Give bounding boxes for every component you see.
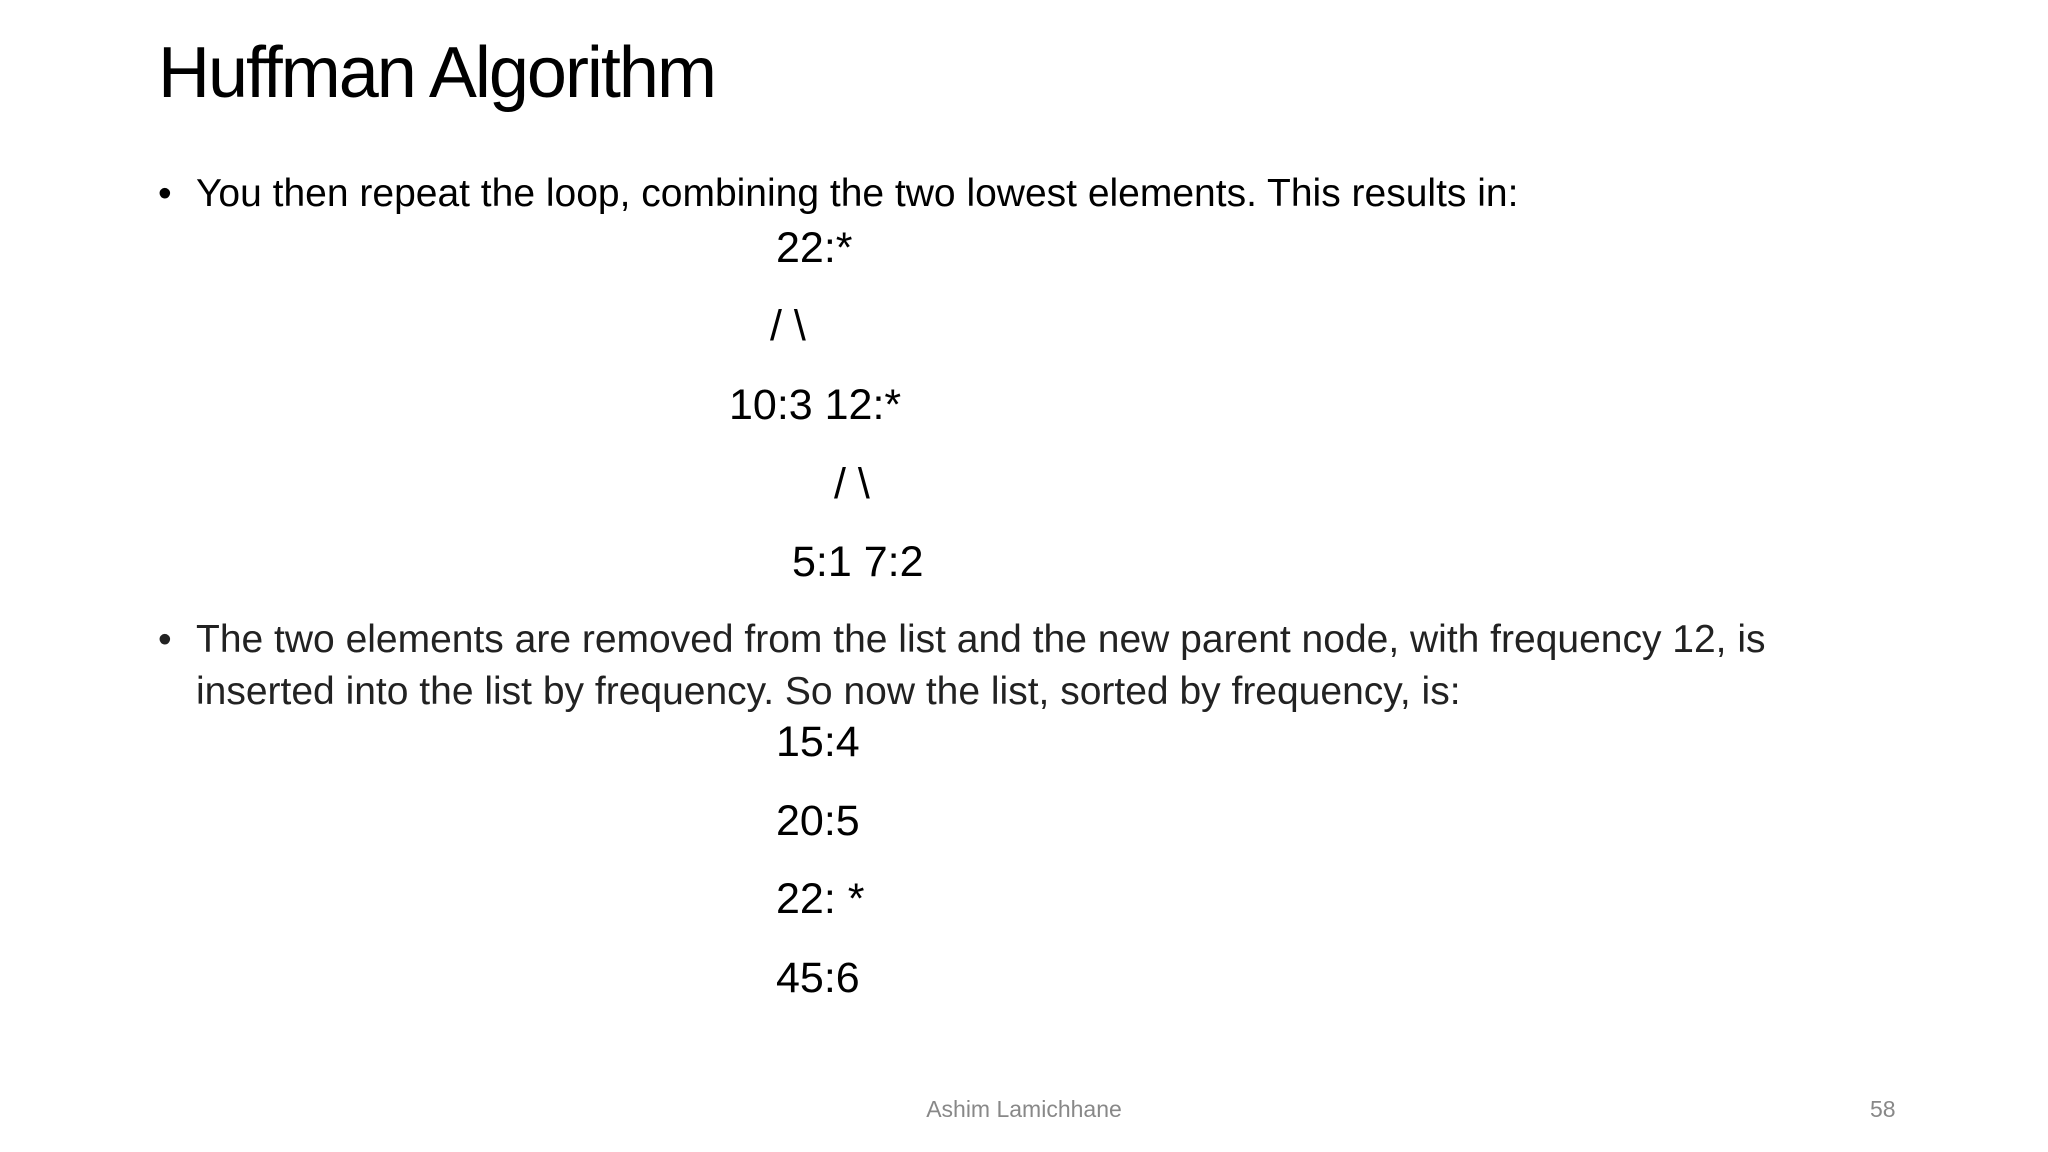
list-item: 45:6: [776, 954, 860, 1002]
tree-level-2-nodes: 5:1 7:2: [792, 538, 924, 586]
bullet-marker: •: [158, 172, 172, 215]
footer-author: Ashim Lamichhane: [926, 1096, 1122, 1122]
list-item: 22: *: [776, 875, 865, 923]
bullet-marker: •: [158, 618, 172, 661]
tree-edges-level-2: / \: [834, 460, 870, 508]
list-item: 20:5: [776, 797, 860, 845]
page-number: 58: [1870, 1096, 1896, 1122]
tree-level-1-nodes: 10:3 12:*: [729, 381, 902, 429]
bullet-text-line: inserted into the list by frequency. So now the list, sorted by frequency, is:: [196, 670, 1461, 713]
bullet-repeat-loop: [158, 168, 1518, 220]
slide-title: Huffman Algorithm: [158, 33, 715, 113]
bullet-removed-elements: [158, 614, 1766, 718]
bullet-text: You then repeat the loop, combining the two lowest elements. This results in:: [196, 172, 1519, 215]
tree-edges-level-1: / \: [770, 302, 806, 350]
bullet-text-line: The two elements are removed from the list and the new parent node, with frequency 12, is: [196, 618, 1766, 661]
tree-root-node: 22:*: [776, 224, 853, 272]
list-item: 15:4: [776, 718, 860, 766]
